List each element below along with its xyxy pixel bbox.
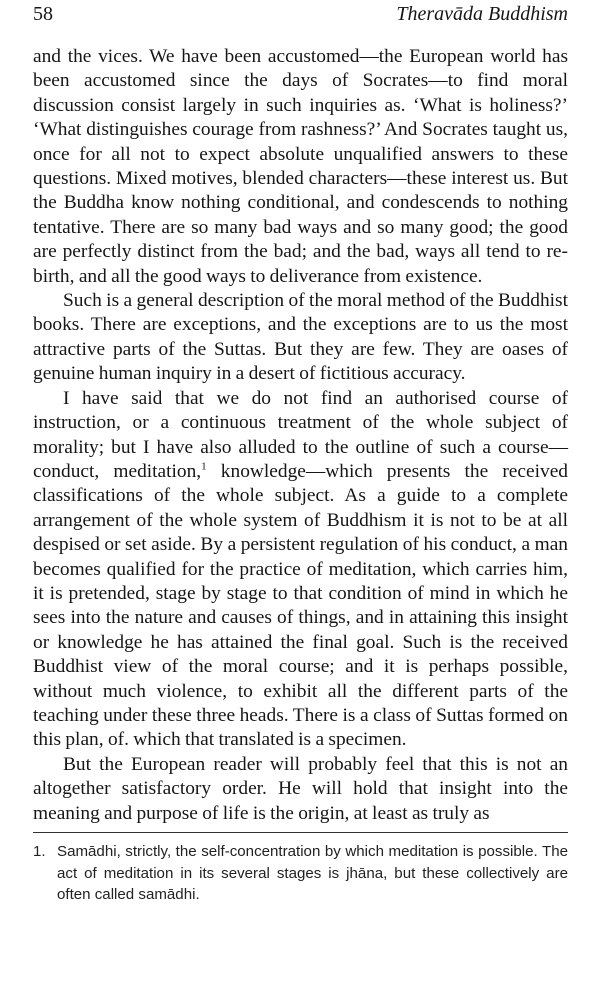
body-text	[33, 45, 568, 826]
page-header	[33, 0, 568, 40]
paragraph: But the European reader will probably feel that this is not an altogether satisfactory order. He will hold that insight into the meaning and purpose of life is the origin, at least as truly as	[33, 753, 568, 824]
footnote	[33, 841, 568, 906]
paragraph-with-note	[33, 387, 568, 753]
paragraph: Such is a general description of the moral method of the Buddhist books. There are exceptions, and the exceptions are to us the most attractive parts of the Suttas. But they are few. They are oases of genuine human inquiry in a desert of fictitious accuracy.	[33, 290, 568, 385]
footnote-rule	[33, 832, 568, 833]
paragraph-text-part: knowledge—which presents the received classifications of the whole subject. As a guide to a complete arrangement of the whole system of Buddhism it is not to be at all despised or set aside. By a persistent regulation of his conduct, a man becomes qualified for the practice of meditation, which carries him, it is pretended, stage by stage to that condition of mind in which he sees into the nature and causes of things, and in attaining this insight or knowledge he has attained the final goal. Such is the received Buddhist view of the moral course; and it is perhaps possible, without much violence, to exhibit all the different parts of the teaching under these three heads. There is a class of Suttas formed on this plan, of. which that translated is a specimen.	[33, 460, 568, 751]
footnote-text: Samādhi, strictly, the self-concentration by which meditation is possible. The act of meditation in its several stages is jhāna, but these collectively are often called samādhi.	[57, 843, 568, 903]
paragraph-text-part: I have said that we do not find an authorised course of instruction, or a continuous treatment of the whole subject of morality; but I have also alluded to the outline of such a course—conduct, meditation,	[33, 387, 568, 482]
paragraph-continued: and the vices. We have been accustomed—the European world has been accustomed since the days of Socrates—to find moral discussion consist largely in such inquiries as. ‘What is holiness?’ ‘What distinguishes courage from rashness?’ And Socrates taught us, once for all not to expect absolute unqualified answers to these questions. Mixed motives, blended characters—these interest us. But the Buddha know nothing conditional, and condescends to nothing tentative. There are so many bad ways and so many good; the good are perfectly distinct from the bad; and the bad, ways all tend to re-birth, and all the good ways to deliverance from existence.	[33, 46, 568, 287]
footnote-marker: 1	[201, 460, 207, 473]
footnote-number: 1.	[33, 843, 46, 860]
page-number: 58	[33, 3, 53, 25]
running-title: Theravāda Buddhism	[396, 3, 568, 25]
